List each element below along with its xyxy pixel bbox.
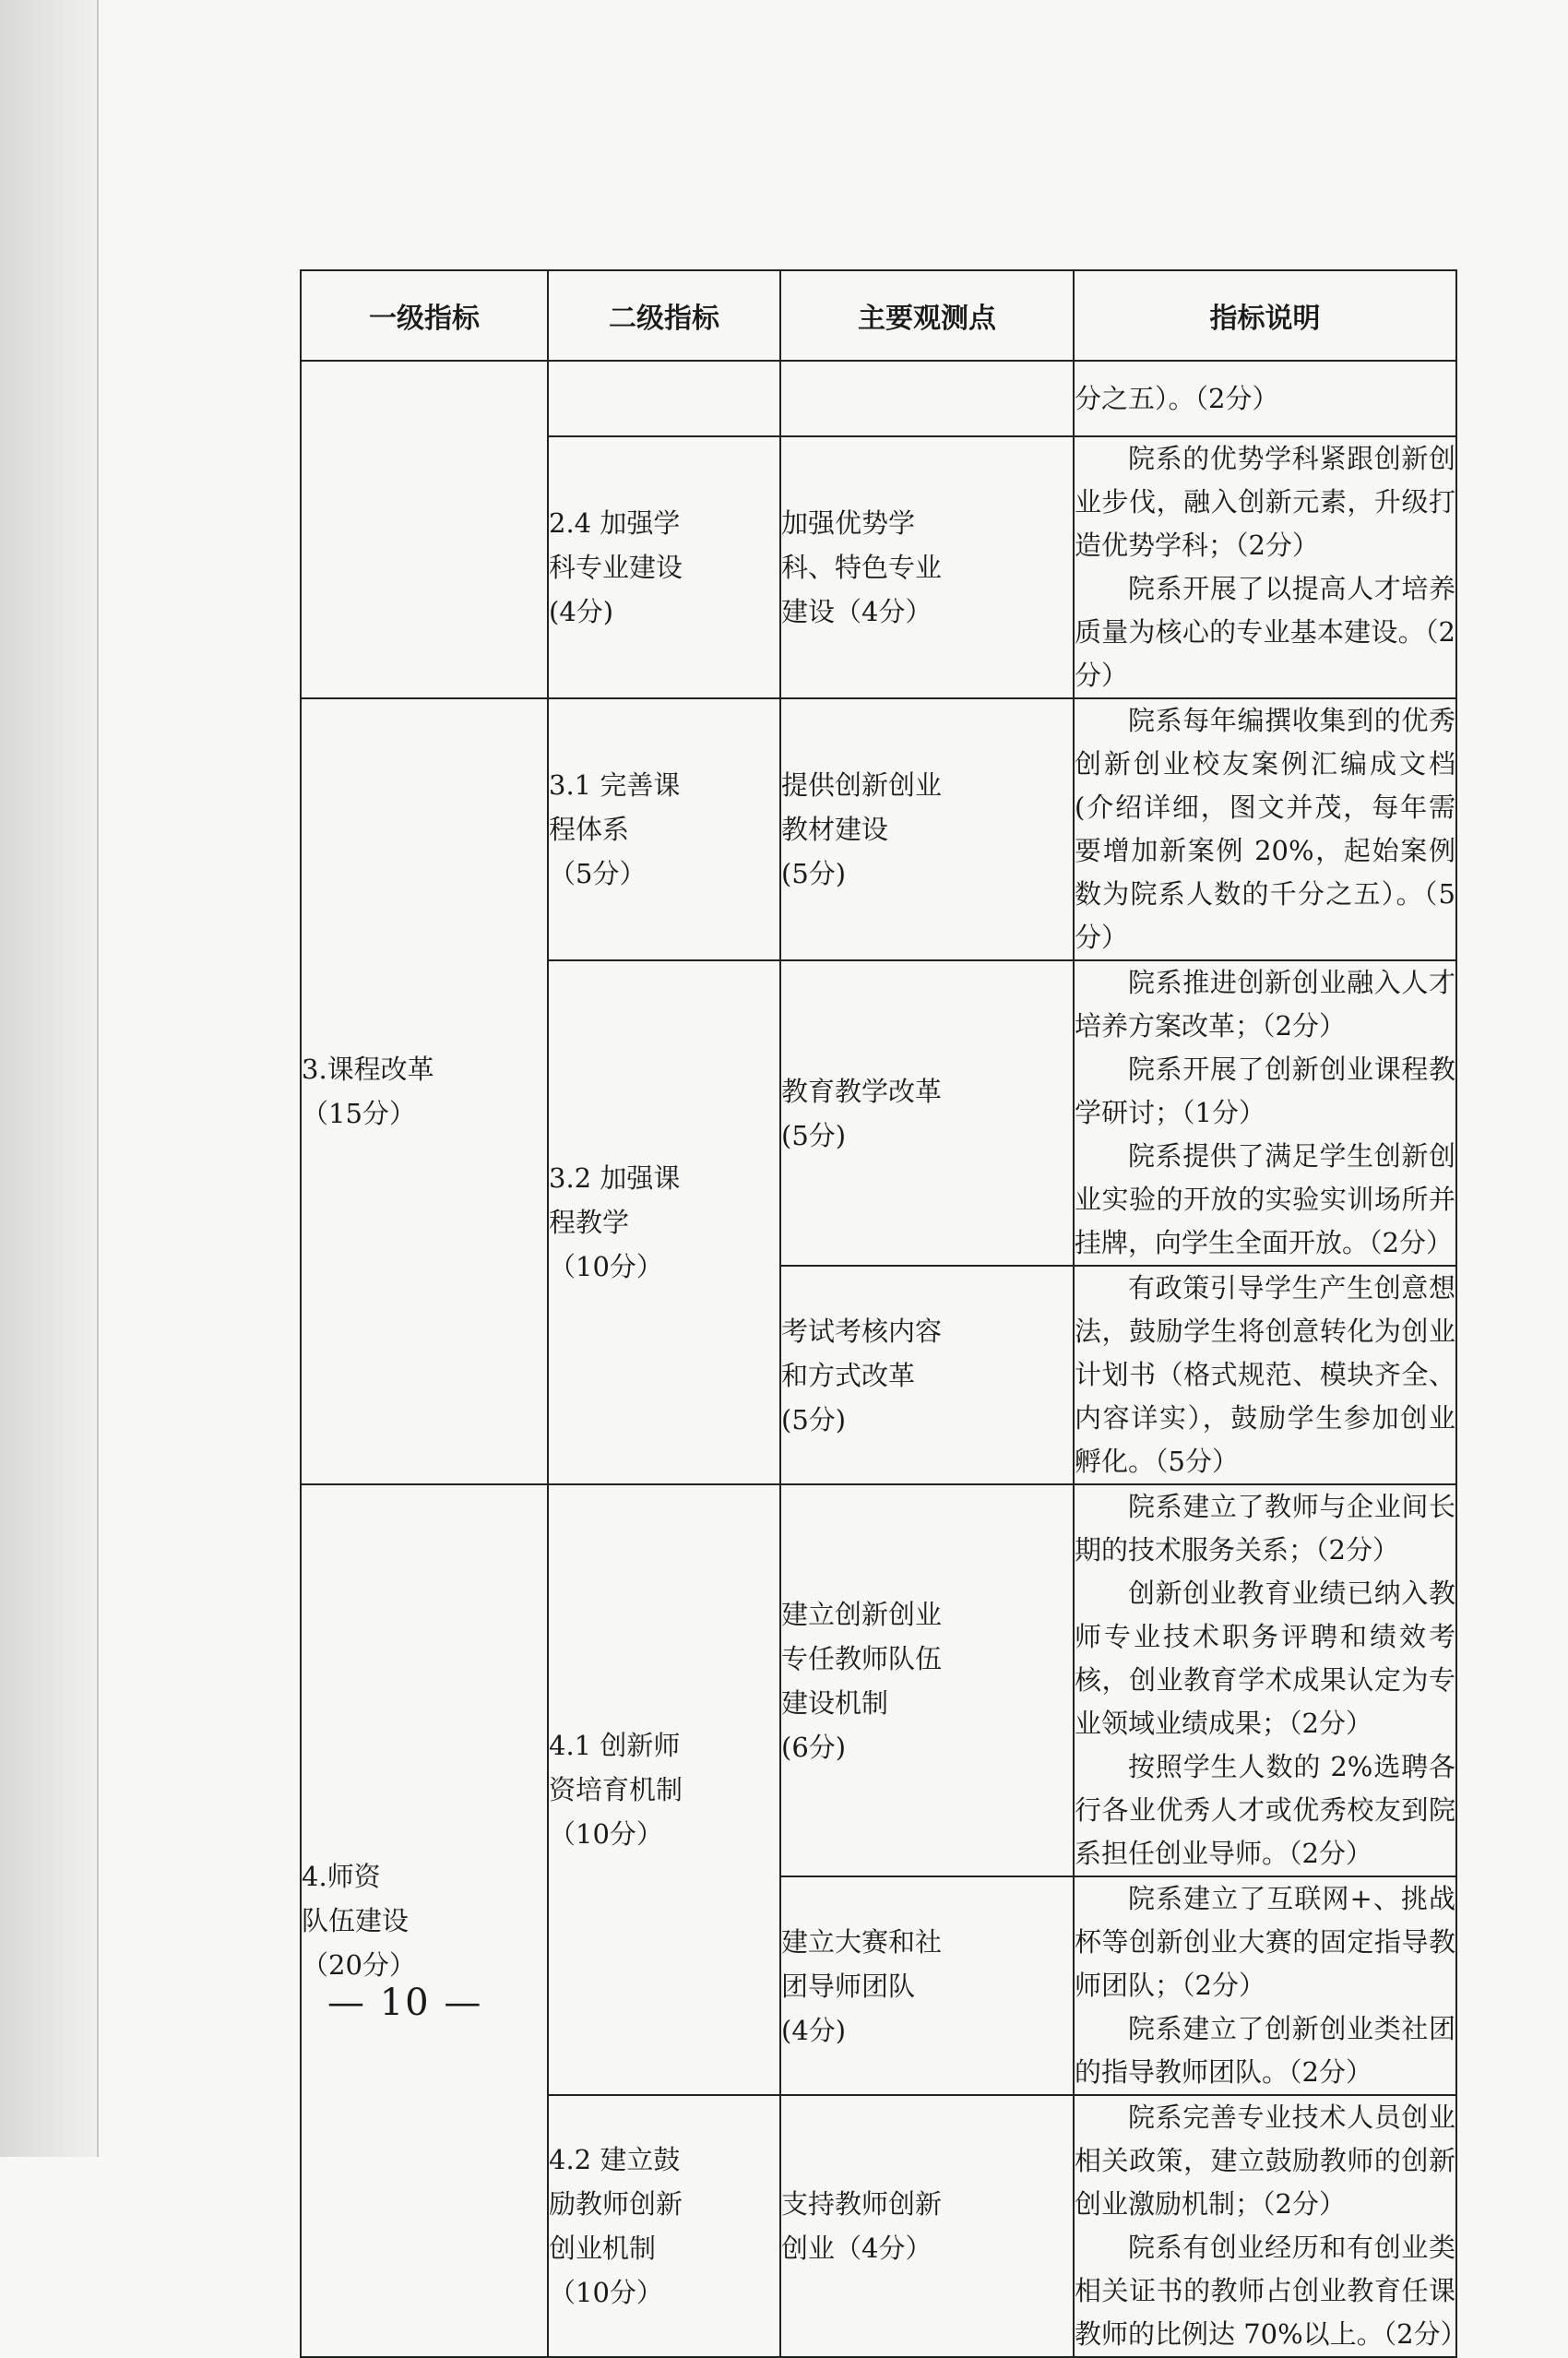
obs-cell: 加强优势学 科、特色专业 建设（4分） — [780, 436, 1074, 698]
level1-cell: 3.课程改革 （15分） — [301, 698, 548, 1484]
header-level2: 二级指标 — [548, 270, 780, 361]
obs-cell: 支持教师创新 创业（4分） — [780, 2095, 1074, 2357]
level1-cell-continued — [301, 361, 548, 698]
obs-cell: 教育教学改革 (5分) — [780, 960, 1074, 1266]
table-row — [301, 698, 1456, 960]
desc-cell: 有政策引导学生产生创意想法，鼓励学生将创意转化为创业计划书（格式规范、模块齐全、内容详实），鼓励学生参加创业孵化。（5分） — [1074, 1266, 1456, 1484]
desc-cell-continued: 分之五）。（2分） — [1074, 361, 1456, 436]
scan-shadow — [0, 0, 97, 2157]
level2-cell: 4.2 建立鼓 励教师创新 创业机制 （10分） — [548, 2095, 780, 2357]
obs-cell-continued — [780, 361, 1074, 436]
level2-cell: 2.4 加强学 科专业建设 (4分) — [548, 436, 780, 698]
header-row — [301, 270, 1456, 361]
header-description: 指标说明 — [1074, 270, 1456, 361]
level2-cell-continued — [548, 361, 780, 436]
page-number: — 10 — — [327, 1982, 483, 2024]
level2-cell: 3.2 加强课 程教学 （10分） — [548, 960, 780, 1484]
level2-cell: 3.1 完善课 程体系 （5分） — [548, 698, 780, 960]
desc-cell: 院系建立了教师与企业间长期的技术服务关系；（2分） 创新创业教育业绩已纳入教师专业技术职务评聘和绩效考核，创业教育学术成果认定为专业领域业绩成果；（2分） 按照学生人数的 2%选聘各行各业优秀人才或优秀校友到院系担任创业导师。（2分） — [1074, 1484, 1456, 1876]
table-row — [301, 361, 1456, 436]
header-level1: 一级指标 — [301, 270, 548, 361]
header-observation: 主要观测点 — [780, 270, 1074, 361]
obs-cell: 建立创新创业 专任教师队伍 建设机制 (6分) — [780, 1484, 1074, 1876]
desc-cell: 院系每年编撰收集到的优秀创新创业校友案例汇编成文档(介绍详细，图文并茂，每年需要增加新案例 20%，起始案例数为院系人数的千分之五）。（5分） — [1074, 698, 1456, 960]
level2-cell: 4.1 创新师 资培育机制 （10分） — [548, 1484, 780, 2095]
desc-cell: 院系建立了互联网+、挑战杯等创新创业大赛的固定指导教师团队；（2分） 院系建立了创新创业类社团的指导教师团队。（2分） — [1074, 1876, 1456, 2095]
obs-cell: 考试考核内容 和方式改革 (5分) — [780, 1266, 1074, 1484]
desc-cell: 院系的优势学科紧跟创新创业步伐，融入创新元素，升级打造优势学科；（2分） 院系开展了以提高人才培养质量为核心的专业基本建设。（2分） — [1074, 436, 1456, 698]
evaluation-table — [300, 269, 1467, 2358]
obs-cell: 建立大赛和社 团导师团队 (4分) — [780, 1876, 1074, 2095]
page-edge — [97, 0, 99, 2157]
desc-cell: 院系推进创新创业融入人才培养方案改革；（2分） 院系开展了创新创业课程教学研讨；（1分） 院系提供了满足学生创新创业实验的开放的实验实训场所并挂牌，向学生全面开放。（2分） — [1074, 960, 1456, 1266]
level1-cell: 4.师资 队伍建设 （20分） — [301, 1484, 548, 2357]
table-row — [301, 1484, 1456, 1876]
obs-cell: 提供创新创业 教材建设 (5分) — [780, 698, 1074, 960]
desc-cell: 院系完善专业技术人员创业相关政策，建立鼓励教师的创新创业激励机制；（2分） 院系有创业经历和有创业类相关证书的教师占创业教育任课教师的比例达 70%以上。（2分） — [1074, 2095, 1456, 2357]
